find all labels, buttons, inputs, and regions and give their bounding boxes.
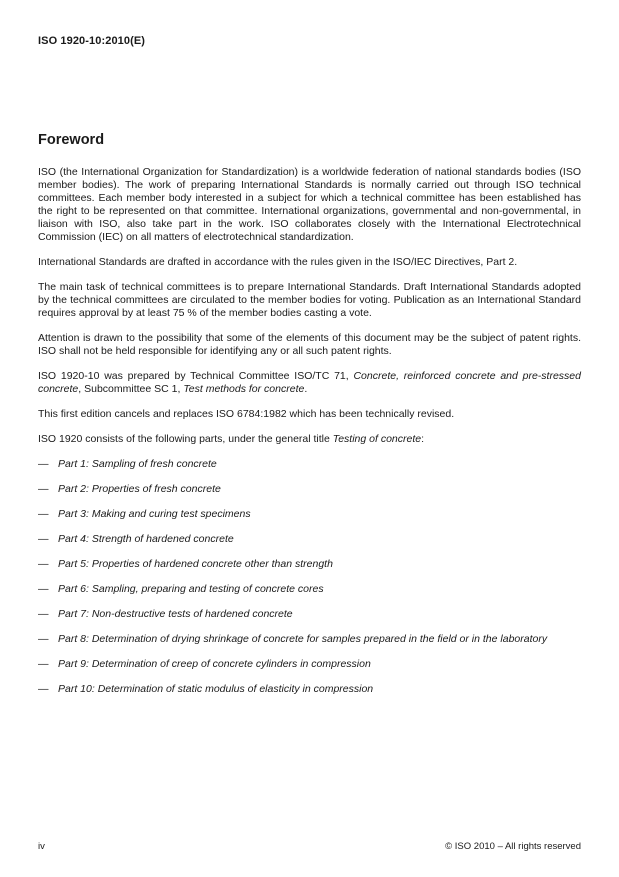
em-dash-marker: — — [38, 558, 49, 570]
list-item-label: Part 8: Determination of drying shrinkage of concrete for samples prepared in the field or in the laboratory — [58, 633, 548, 645]
list-item-label: Part 1: Sampling of fresh concrete — [58, 458, 217, 470]
paragraph-directives: International Standards are drafted in accordance with the rules given in the ISO/IEC Directives, Part 2. — [38, 256, 518, 268]
list-item — [38, 658, 581, 671]
paragraph-main-task: The main task of technical committees is to prepare International Standards. Draft International Standards adopted by the technical committees are circulated to the member bodies for voting. Publication as an International Standard requires approval by at least 75 % of the member bodies casting a vote. — [38, 281, 581, 319]
list-item — [38, 558, 581, 571]
list-item-label: Part 4: Strength of hardened concrete — [58, 533, 234, 545]
copyright-notice: © ISO 2010 – All rights reserved — [445, 841, 581, 852]
list-item-label: Part 9: Determination of creep of concrete cylinders in compression — [58, 658, 371, 670]
parts-intro-text-1: ISO 1920 consists of the following parts, under the general title — [38, 433, 333, 445]
list-item — [38, 458, 581, 471]
list-item — [38, 683, 581, 696]
em-dash-marker: — — [38, 583, 49, 595]
em-dash-marker: — — [38, 533, 49, 545]
list-item-label: Part 3: Making and curing test specimens — [58, 508, 251, 520]
list-item-label: Part 2: Properties of fresh concrete — [58, 483, 221, 495]
prepared-by-text-1: ISO 1920-10 was prepared by Technical Committee ISO/TC 71, — [38, 370, 354, 382]
list-item-label: Part 10: Determination of static modulus of elasticity in compression — [58, 683, 374, 695]
list-item — [38, 633, 581, 646]
foreword-heading: Foreword — [38, 132, 105, 148]
em-dash-marker: — — [38, 608, 49, 620]
document-reference-header: ISO 1920-10:2010(E) — [38, 35, 146, 47]
parts-list — [38, 458, 581, 696]
prepared-by-text-3: . — [304, 383, 308, 395]
paragraph-parts-intro — [38, 433, 581, 446]
subcommittee-title-italic: Test methods for concrete — [183, 383, 305, 395]
page-footer — [38, 841, 581, 852]
committee-title-italic: Concrete, reinforced concrete and pre-stressed concrete — [38, 370, 581, 395]
em-dash-marker: — — [38, 633, 49, 645]
em-dash-marker: — — [38, 683, 49, 695]
paragraph-first-edition: This first edition cancels and replaces ISO 6784:1982 which has been technically revised. — [38, 408, 455, 420]
list-item — [38, 583, 581, 596]
em-dash-marker: — — [38, 458, 49, 470]
prepared-by-text-2: , Subcommittee SC 1, — [78, 383, 184, 395]
paragraph-iso-federation: ISO (the International Organization for Standardization) is a worldwide federation of national standards bodies (ISO member bodies). The work of preparing International Standards is normally carried out through ISO technical committees. Each member body interested in a subject for which a technical committee has been established has the right to be represented on that committee. International organizations, governmental and non-governmental, in liaison with ISO, also take part in the work. ISO collaborates closely with the International Electrotechnical Commission (IEC) on all matters of electrotechnical standardization. — [38, 166, 581, 243]
em-dash-marker: — — [38, 658, 49, 670]
list-item — [38, 608, 581, 621]
page-number: iv — [38, 841, 45, 852]
list-item-label: Part 7: Non-destructive tests of hardened concrete — [58, 608, 293, 620]
em-dash-marker: — — [38, 508, 49, 520]
list-item-label: Part 6: Sampling, preparing and testing of concrete cores — [58, 583, 324, 595]
list-item — [38, 533, 581, 546]
list-item-label: Part 5: Properties of hardened concrete other than strength — [58, 558, 333, 570]
list-item — [38, 508, 581, 521]
list-item — [38, 483, 581, 496]
parts-intro-text-2: : — [421, 433, 425, 445]
paragraph-patent-rights: Attention is drawn to the possibility that some of the elements of this document may be the subject of patent rights. ISO shall not be held responsible for identifying any or all such patent rights. — [38, 332, 581, 357]
paragraph-prepared-by — [38, 370, 581, 396]
em-dash-marker: — — [38, 483, 49, 495]
general-title-italic: Testing of concrete — [332, 433, 422, 445]
